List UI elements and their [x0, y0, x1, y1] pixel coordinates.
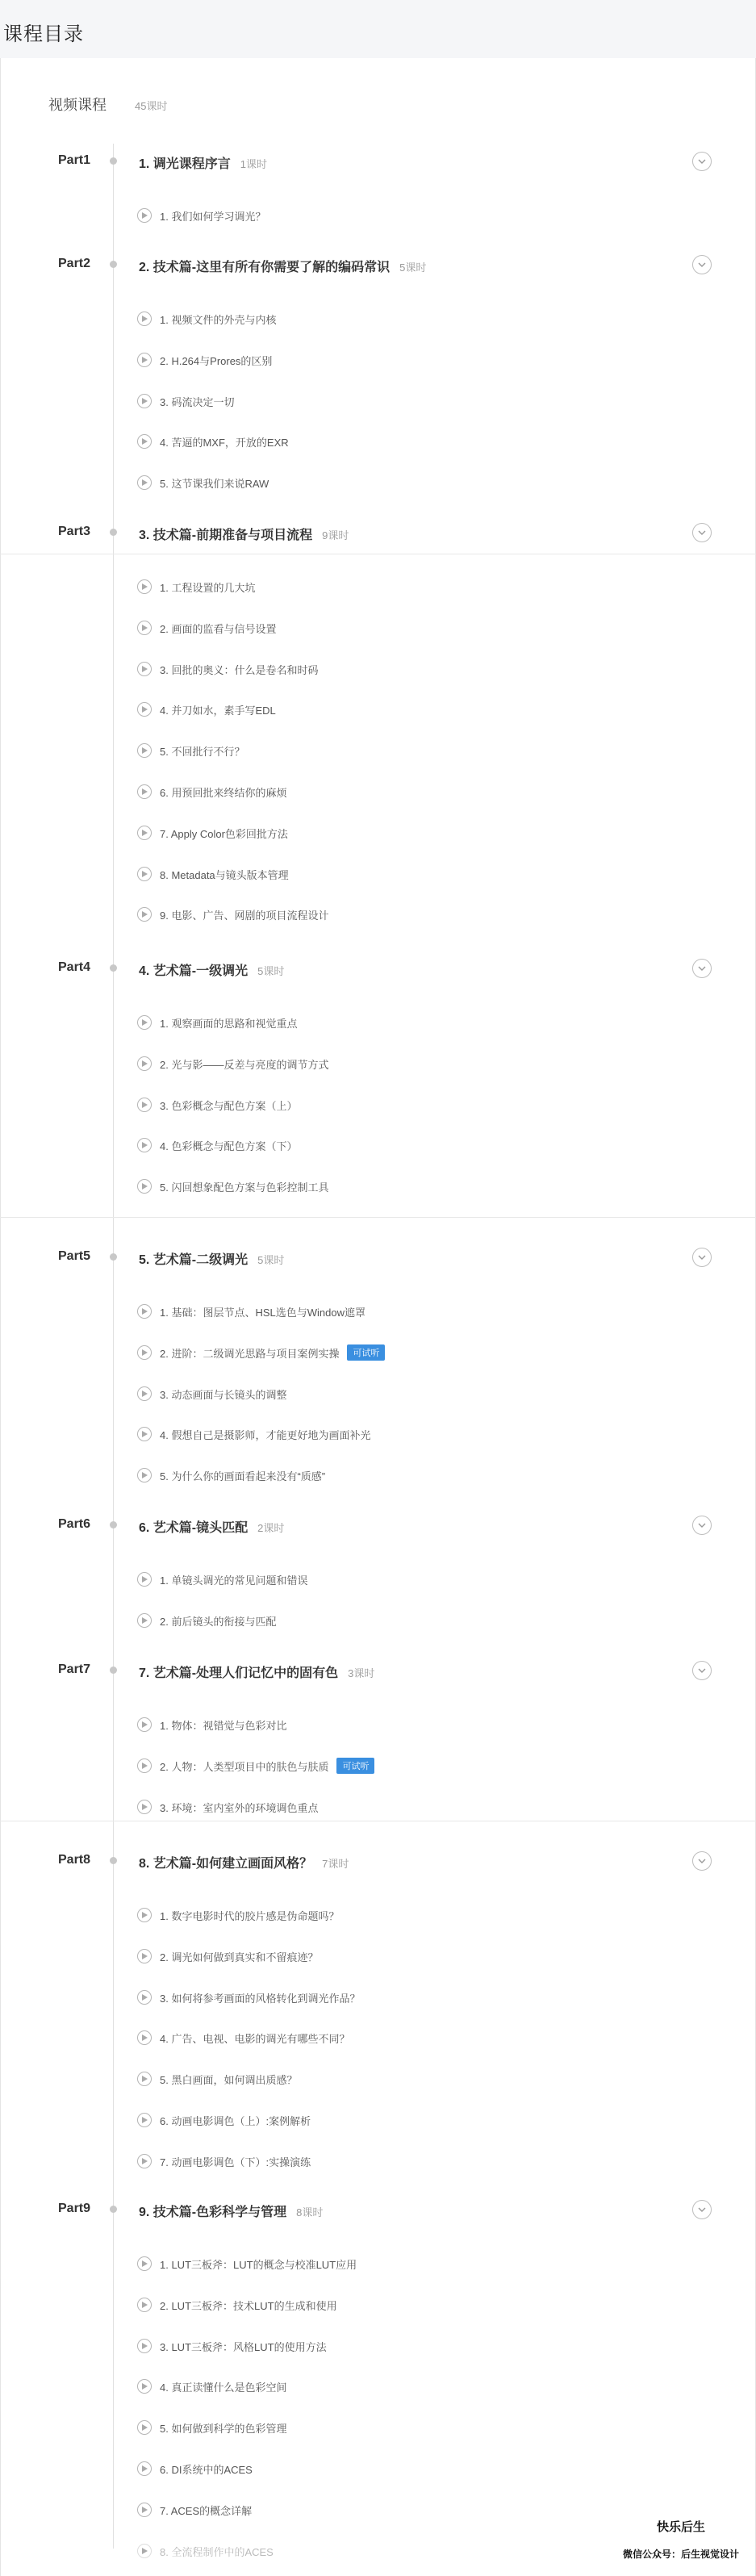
part-title-text: 8. 艺术篇-如何建立画面风格？ [139, 1857, 313, 1871]
lesson-item[interactable] [137, 2296, 337, 2314]
lesson-item[interactable] [137, 1466, 325, 1484]
lesson-title: 2. 进阶：二级调光思路与项目案例实操 [160, 1347, 340, 1360]
lesson-title: 6. DI系统中的ACES [160, 2463, 253, 2476]
play-icon [137, 1138, 152, 1152]
lesson-item[interactable] [137, 1303, 365, 1320]
play-icon [137, 1758, 152, 1773]
lesson-title: 4. 苦逼的MXF，开放的EXR [160, 436, 289, 449]
lesson-title: 4. 色彩概念与配色方案（下） [160, 1140, 298, 1152]
play-icon [137, 2030, 152, 2045]
lesson-title: 2. 光与影——反差与亮度的调节方式 [160, 1058, 329, 1071]
lesson-item[interactable] [137, 1096, 297, 1114]
lesson-item[interactable] [137, 1385, 286, 1403]
timeline-dot [110, 1253, 117, 1261]
lesson-title: 1. 观察画面的思路和视觉重点 [160, 1017, 298, 1030]
timeline-dot [110, 1857, 117, 1864]
play-icon [137, 2154, 152, 2168]
play-icon [137, 2339, 152, 2353]
part-title-text: 2. 技术篇-这里有所有你需要了解的编码常识 [139, 261, 391, 274]
lesson-item[interactable] [137, 2152, 311, 2170]
part-lesson-count: 7课时 [322, 1858, 349, 1870]
lesson-item[interactable] [137, 2501, 252, 2519]
timeline-dot [110, 261, 117, 268]
chevron-down-icon[interactable] [692, 2200, 712, 2219]
lesson-title: 1. 数字电影时代的胶片感是伪命题吗？ [160, 1909, 340, 1922]
chevron-down-icon[interactable] [692, 1851, 712, 1871]
play-icon [137, 2113, 152, 2127]
lesson-item[interactable] [137, 1798, 318, 1816]
part-label: Part3 [58, 525, 91, 538]
part-label: Part4 [58, 960, 91, 974]
part-title-text: 4. 艺术篇-一级调光 [139, 964, 249, 978]
lesson-title: 7. 动画电影调色（下）:实操演练 [160, 2156, 311, 2168]
part-label: Part2 [58, 257, 91, 270]
play-icon [137, 2072, 152, 2086]
lesson-title: 5. 不回批行不行？ [160, 745, 245, 758]
part-title-text: 7. 艺术篇-处理人们记忆中的固有色 [139, 1666, 339, 1680]
lesson-title: 3. LUT三板斧：风格LUT的使用方法 [160, 2340, 327, 2353]
lesson-item[interactable] [137, 474, 269, 491]
play-icon [137, 1908, 152, 1922]
footer-brand: 快乐后生 [657, 2520, 706, 2534]
lesson-title: 1. 基础：图层节点、HSL选色与Window遮罩 [160, 1306, 365, 1319]
timeline-line [113, 144, 114, 2549]
lesson-title: 2. 调光如何做到真实和不留痕迹？ [160, 1951, 319, 1963]
chevron-down-icon[interactable] [692, 255, 712, 274]
part-lesson-count: 1课时 [240, 158, 268, 170]
part-label: Part7 [58, 1662, 91, 1676]
lesson-item[interactable] [137, 433, 289, 450]
lesson-title: 8. 全流程制作中的ACES [160, 2545, 274, 2558]
lesson-title: 9. 电影、广告、网剧的项目流程设计 [160, 909, 329, 922]
play-icon [137, 662, 152, 676]
part-title[interactable] [139, 153, 267, 172]
lesson-title: 5. 闪回想象配色方案与色彩控制工具 [160, 1181, 329, 1194]
part-lesson-count: 5课时 [257, 1254, 285, 1266]
play-icon [137, 353, 152, 367]
lesson-title: 1. LUT三板斧：LUT的概念与校准LUT应用 [160, 2258, 357, 2271]
lesson-item[interactable] [137, 310, 276, 328]
part-title[interactable] [139, 1249, 284, 1268]
lesson-item[interactable] [137, 392, 234, 410]
lesson-title: 3. 动态画面与长镜头的调整 [160, 1388, 287, 1401]
lesson-title: 1. 物体：视错觉与色彩对比 [160, 1719, 287, 1732]
part-lesson-count: 3课时 [348, 1667, 375, 1679]
lesson-item[interactable] [137, 1612, 276, 1629]
part-title[interactable] [139, 1853, 349, 1871]
lesson-item[interactable] [137, 2377, 286, 2395]
play-icon [137, 1304, 152, 1319]
play-icon [137, 475, 152, 490]
chevron-down-icon[interactable] [692, 1516, 712, 1535]
lesson-item[interactable] [137, 1055, 328, 1073]
lesson-item[interactable] [137, 1716, 286, 1733]
lesson-item[interactable] [137, 783, 286, 801]
lesson-item[interactable] [137, 619, 276, 637]
timeline-dot [110, 964, 117, 972]
lesson-item[interactable] [137, 2419, 286, 2436]
play-icon [137, 312, 152, 326]
play-icon [137, 1990, 152, 2005]
chevron-down-icon[interactable] [692, 1248, 712, 1267]
play-icon [137, 743, 152, 758]
part-title[interactable] [139, 2202, 323, 2220]
lesson-title: 5. 如何做到科学的色彩管理 [160, 2422, 287, 2435]
lesson-item[interactable] [137, 2460, 253, 2478]
lesson-item[interactable] [137, 2070, 297, 2088]
play-icon [137, 2298, 152, 2312]
section-count: 45课时 [135, 100, 168, 112]
lesson-title: 6. 用预回批来终结你的麻烦 [160, 786, 287, 799]
lesson-item[interactable] [137, 1947, 318, 1965]
lesson-item[interactable] [137, 351, 272, 369]
part-lesson-count: 2课时 [257, 1522, 285, 1534]
lesson-title: 2. H.264与Prores的区别 [160, 354, 273, 367]
lesson-item[interactable] [137, 1177, 328, 1195]
lesson-item[interactable] [137, 1906, 339, 1924]
play-icon [137, 434, 152, 449]
lesson-item[interactable] [137, 905, 328, 923]
play-icon [137, 826, 152, 840]
lesson-item[interactable] [137, 578, 255, 596]
lesson-title: 3. 回批的奥义：什么是卷名和时码 [160, 663, 319, 676]
part-title[interactable] [139, 960, 284, 979]
lesson-title: 3. 色彩概念与配色方案（上） [160, 1099, 298, 1112]
part-lesson-count: 8课时 [296, 2206, 324, 2218]
lesson-title: 1. 视频文件的外壳与内核 [160, 313, 277, 326]
part-lesson-count: 5课时 [257, 965, 285, 977]
part-title[interactable] [139, 525, 349, 543]
play-icon [137, 1717, 152, 1732]
chevron-down-icon[interactable] [692, 1661, 712, 1680]
play-icon [137, 1015, 152, 1030]
play-icon [137, 907, 152, 922]
lesson-item[interactable] [137, 2255, 357, 2273]
timeline-dot [110, 1521, 117, 1528]
lesson-item[interactable] [137, 207, 265, 224]
lesson-title: 3. 如何将参考画面的风格转化到调光作品？ [160, 1992, 361, 2005]
chevron-down-icon[interactable] [692, 523, 712, 542]
play-icon [137, 1345, 152, 1360]
lesson-title: 2. LUT三板斧：技术LUT的生成和使用 [160, 2299, 337, 2312]
part-label: Part6 [58, 1517, 91, 1531]
play-icon [137, 2461, 152, 2476]
part-title-text: 9. 技术篇-色彩科学与管理 [139, 2206, 287, 2219]
lesson-title: 2. 画面的监看与信号设置 [160, 622, 277, 635]
lesson-item[interactable] [137, 865, 289, 883]
lesson-item[interactable] [137, 2542, 274, 2560]
lesson-item[interactable] [137, 2337, 327, 2355]
lesson-title: 3. 环境：室内室外的环境调色重点 [160, 1801, 319, 1814]
lesson-title: 5. 黑白画面，如何调出质感？ [160, 2073, 298, 2086]
play-icon [137, 702, 152, 717]
section-title: 视频课程 [48, 97, 107, 113]
play-icon [137, 621, 152, 635]
lesson-item[interactable] [137, 1136, 297, 1154]
header-bar [0, 0, 756, 58]
play-icon [137, 579, 152, 594]
part-title[interactable] [139, 1662, 374, 1681]
lesson-title: 4. 假想自己是摄影师，才能更好地为画面补光 [160, 1428, 371, 1441]
part-title-text: 6. 艺术篇-镜头匹配 [139, 1521, 249, 1535]
play-icon [137, 2544, 152, 2558]
lesson-title: 5. 这节课我们来说RAW [160, 477, 269, 490]
footer-account: 微信公众号：后生视觉设计 [623, 2549, 740, 2560]
play-icon [137, 1056, 152, 1071]
lesson-item[interactable] [137, 1344, 385, 1361]
lesson-item[interactable] [137, 1425, 370, 1443]
lesson-item[interactable] [137, 1988, 360, 2006]
part-lesson-count: 9课时 [322, 529, 349, 542]
section-divider [0, 1217, 756, 1218]
part-title-text: 3. 技术篇-前期准备与项目流程 [139, 529, 313, 542]
play-icon [137, 867, 152, 881]
lesson-title: 1. 工程设置的几大坑 [160, 581, 256, 594]
chevron-down-icon[interactable] [692, 152, 712, 171]
play-icon [137, 1572, 152, 1587]
play-icon [137, 1386, 152, 1401]
play-icon [137, 208, 152, 223]
part-label: Part9 [58, 2202, 91, 2215]
lesson-title: 1. 单镜头调光的常见问题和错误 [160, 1574, 308, 1587]
trial-badge[interactable]: 可试听 [336, 1758, 374, 1774]
part-label: Part5 [58, 1249, 91, 1263]
lesson-item[interactable] [137, 2029, 349, 2047]
trial-badge[interactable]: 可试听 [347, 1344, 385, 1361]
part-title-text: 1. 调光课程序言 [139, 157, 231, 171]
play-icon [137, 1179, 152, 1194]
play-icon [137, 1949, 152, 1963]
lesson-title: 4. 并刀如水，素手写EDL [160, 704, 276, 717]
part-label: Part8 [58, 1853, 91, 1867]
play-icon [137, 1427, 152, 1441]
play-icon [137, 784, 152, 799]
lesson-item[interactable] [137, 1757, 374, 1775]
lesson-item[interactable] [137, 1014, 297, 1031]
lesson-item[interactable] [137, 824, 288, 842]
part-lesson-count: 5课时 [399, 261, 427, 274]
play-icon [137, 1613, 152, 1628]
timeline-dot [110, 529, 117, 536]
lesson-title: 4. 广告、电视、电影的调光有哪些不同？ [160, 2032, 350, 2045]
lesson-title: 8. Metadata与镜头版本管理 [160, 868, 289, 881]
lesson-title: 2. 人物：人类型项目中的肤色与肤质 [160, 1760, 329, 1773]
play-icon [137, 1098, 152, 1112]
lesson-item[interactable] [137, 1570, 307, 1588]
lesson-item[interactable] [137, 660, 318, 678]
lesson-item[interactable] [137, 2111, 311, 2129]
play-icon [137, 2379, 152, 2394]
part-title[interactable] [139, 1517, 284, 1536]
lesson-title: 7. Apply Color色彩回批方法 [160, 827, 288, 840]
play-icon [137, 2503, 152, 2517]
play-icon [137, 2256, 152, 2271]
timeline-dot [110, 2206, 117, 2213]
lesson-title: 4. 真正读懂什么是色彩空间 [160, 2381, 287, 2394]
lesson-item[interactable] [137, 700, 276, 718]
timeline-dot [110, 157, 117, 165]
play-icon [137, 2420, 152, 2435]
lesson-title: 5. 为什么你的画面看起来没有“质感” [160, 1470, 326, 1482]
part-title-text: 5. 艺术篇-二级调光 [139, 1253, 249, 1267]
lesson-title: 3. 码流决定一切 [160, 395, 235, 408]
part-label: Part1 [58, 153, 91, 167]
timeline-dot [110, 1666, 117, 1674]
lesson-title: 1. 我们如何学习调光？ [160, 210, 266, 223]
lesson-title: 7. ACES的概念详解 [160, 2504, 253, 2517]
lesson-title: 6. 动画电影调色（上）:案例解析 [160, 2114, 311, 2127]
play-icon [137, 394, 152, 408]
chevron-down-icon[interactable] [692, 959, 712, 978]
page-title: 课程目录 [3, 23, 84, 45]
lesson-title: 2. 前后镜头的衔接与匹配 [160, 1615, 277, 1628]
part-title[interactable] [139, 257, 426, 275]
play-icon [137, 1468, 152, 1482]
play-icon [137, 1800, 152, 1814]
lesson-item[interactable] [137, 742, 244, 759]
